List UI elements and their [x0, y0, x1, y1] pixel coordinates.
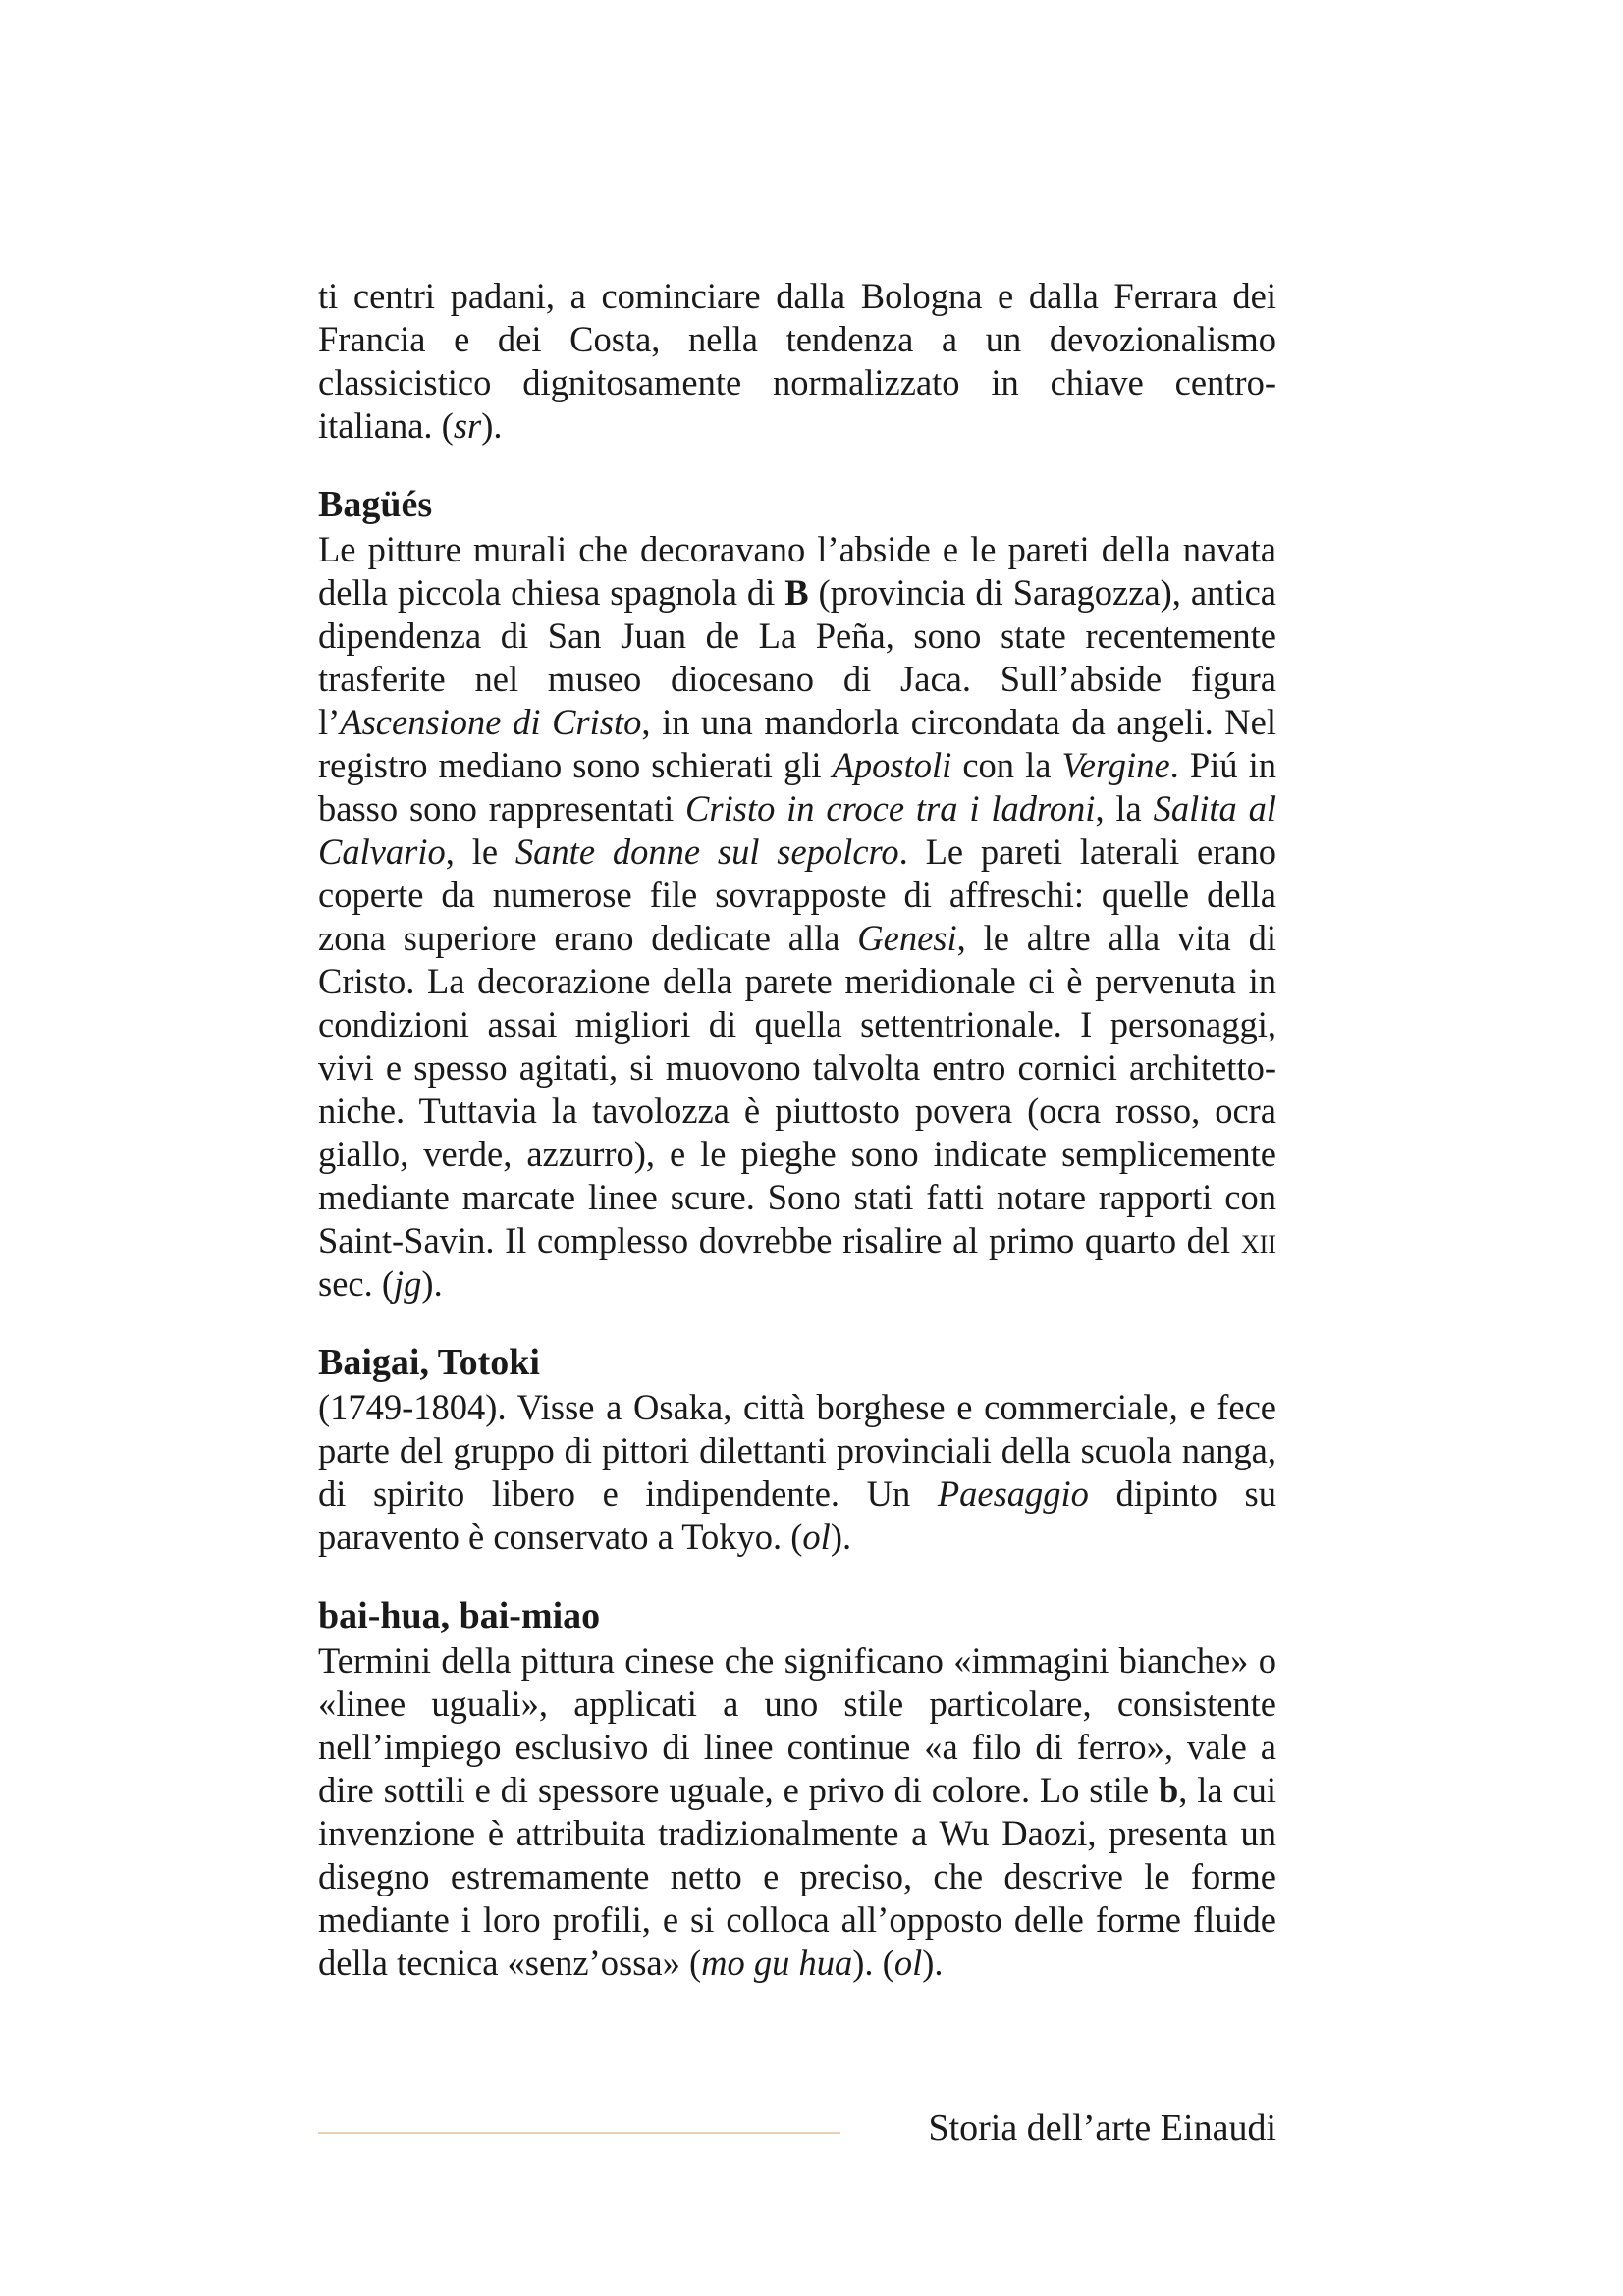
text-run: , la — [1095, 788, 1154, 828]
text-run: (provincia di Saragozza), antica dipendenza di San Juan de La Peña, sono state recentemente trasferite nel museo diocesano di Jaca. Sull’abside figura l’ — [318, 572, 1276, 742]
work-title: mo gu hua — [701, 1943, 853, 1983]
text-run: ). — [421, 1263, 443, 1304]
text-run: , la cui invenzione è attribuita tradizionalmente a Wu Daozi, presenta un disegno estremamente netto e preciso, che descrive le forme mediante i loro profili, e si colloca all’opposto delle forme fluide della tecnica «senz’ossa» ( — [318, 1770, 1276, 1983]
work-title: Salita al Calvario — [318, 788, 1276, 872]
work-title: Vergine — [1061, 745, 1170, 785]
text-run: . Piú in basso sono rappresentati — [318, 745, 1276, 828]
text-run: Termini della pittura cinese che significano «immagini bianche» o «linee uguali», applicati a uno stile particolare, consistente nell’impiego esclusivo di linee continue «a filo di ferro», vale a dire sottili e di spessore uguale, e privo di colore. Lo stile — [318, 1640, 1276, 1810]
text-run: ). — [481, 405, 503, 446]
text-run: , in una mandorla circondata da angeli. Nel registro mediano sono schierati gli — [318, 702, 1276, 785]
text-run: . Le pareti laterali erano coperte da numerose file sovrapposte di affreschi: quelle della zona superiore erano dedicate alla — [318, 831, 1277, 958]
intro-paragraph — [318, 275, 1276, 448]
entry-body — [318, 1639, 1276, 1985]
text-run: ). — [922, 1943, 944, 1983]
entry-abbrev: B — [784, 572, 809, 613]
text-run: (1749-1804). Visse a Osaka, città borghese e commerciale, e fece parte del gruppo di pittori dilettanti provinciali della scuola nanga, di spirito libero e indipendente. Un — [318, 1387, 1276, 1514]
entry-bai-hua — [318, 1592, 1276, 1985]
text-run: ). ( — [852, 1943, 894, 1983]
page-footer — [318, 2099, 1276, 2158]
work-title: Genesi — [857, 918, 957, 958]
entry-title: bai-hua, bai-miao — [318, 1595, 601, 1636]
entry-bagues — [318, 481, 1276, 1306]
text-run: Le pitture murali che decoravano l’abside e le pareti della navata della piccola chiesa spagnola di — [318, 529, 1276, 613]
author-initials: ol — [802, 1517, 831, 1557]
text-run: sec. ( — [318, 1263, 395, 1304]
work-title: Cristo in croce tra i ladroni — [685, 788, 1096, 828]
author-initials: ol — [893, 1943, 923, 1983]
text-run: dipinto su paravento è conservato a Tokyo. ( — [318, 1473, 1276, 1557]
century-numeral: xii — [1240, 1220, 1276, 1260]
text-run: ti centri padani, a cominciare dalla Bologna e dalla Ferrara dei Francia e dei Costa, nella tendenza a un devozionalismo classicistico dignitosamente normalizzato in chiave centro-italiana. ( — [318, 276, 1276, 446]
text-run: con la — [951, 745, 1062, 785]
footer-rule — [318, 2132, 840, 2134]
work-title: Apostoli — [832, 745, 952, 785]
entry-abbrev: b — [1158, 1770, 1179, 1810]
entry-title: Bagüés — [318, 484, 433, 525]
entry-body — [318, 1386, 1276, 1559]
author-initials: sr — [453, 405, 482, 446]
author-initials: jg — [394, 1263, 422, 1304]
work-title: Sante donne sul sepolcro — [514, 831, 899, 872]
entry-body — [318, 528, 1276, 1306]
text-run: , le altre alla vita di Cristo. La decorazione della parete meridionale ci è pervenuta in condizioni assai migliori di quella settentrionale. I personaggi, vivi e spesso agitati, si muovono talvolta entro cornici architettoniche. Tuttavia la tavolozza è piuttosto povera (ocra rosso, ocra giallo, verde, azzurro), e le pieghe sono indicate semplicemente mediante marcate linee scure. Sono stati fatti notare rapporti con Saint-Savin. Il complesso dovrebbe risalire al primo quarto del — [318, 918, 1277, 1260]
text-run: , le — [445, 831, 515, 872]
work-title: Ascensione di Cristo — [340, 702, 642, 742]
entry-baigai — [318, 1339, 1276, 1559]
work-title: Paesaggio — [937, 1473, 1089, 1514]
footer-publication-title: Storia dell’arte Einaudi — [928, 2108, 1276, 2149]
text-column — [318, 275, 1276, 1985]
entry-title: Baigai, Totoki — [318, 1342, 540, 1383]
text-run: ). — [830, 1517, 852, 1557]
